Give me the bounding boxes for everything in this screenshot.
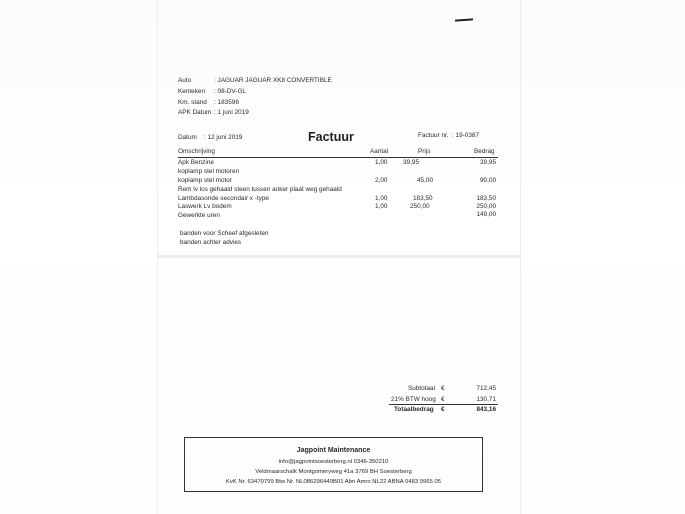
col-header-description: Omschrijving [178,148,215,155]
vehicle-value-kenteken: : 08-DV-GL [214,88,246,95]
col-header-quantity: Aantal [370,148,389,155]
vehicle-label-km: Km. stand [178,99,207,106]
col-header-amount: Bedrag [474,148,495,155]
row-amount: 90,00 [480,177,496,184]
total-currency: € [441,406,445,413]
row-description: Laswerk Lv bodem [178,203,232,210]
row-price: 39,95 [403,159,419,166]
totals-divider [389,404,498,405]
note-line: banden voor Scheef afgesleten [180,230,269,237]
row-price: 250,00 [410,203,430,210]
vat-currency: € [441,396,445,403]
subtotal-currency: € [441,385,445,392]
row-description: Lambdasonde secondair x -type [178,195,269,202]
row-amount: 250,00 [476,203,496,210]
company-contact: info@jagpointsoesterberg.nl 0346-350210 [278,459,389,465]
company-address: Veldmaarschalk Montgomeryweg 41a 3769 BH Soesterberg [255,469,412,475]
col-header-price: Prijs [418,148,431,155]
header-divider [178,157,498,158]
row-amount: 39,95 [480,159,496,166]
row-price: 45,00 [417,177,433,184]
row-description: koplamp stel motoren [178,168,240,175]
row-description: koplamp stel motor [178,177,232,184]
row-quantity: 1,00 [375,159,388,166]
row-amount: 149,00 [476,211,496,218]
vehicle-label-auto: Auto [178,77,192,84]
total-value: 843,16 [476,406,496,413]
company-registration: KvK Nr. 63470799 Btw Nr. NL086296449B01 Abn Amro NL22 ABNA 0483 9965 05 [225,479,442,485]
vat-value: 130,71 [476,396,496,403]
row-quantity: 1,00 [375,203,388,210]
invoice-number-value: : 19-0387 [452,132,480,139]
pen-mark [455,18,473,21]
row-quantity: 1,00 [375,195,388,202]
vehicle-value-apk: : 1 juni 2019 [214,109,249,116]
paper-fold [157,255,521,258]
subtotal-label: Subtotaal [408,385,436,392]
vehicle-label-kenteken: Kenteken [178,88,206,95]
row-quantity: 2,00 [375,177,388,184]
company-name: Jagpoint Maintenance [296,447,371,454]
date-value: : 12 juni 2019 [204,134,243,141]
vehicle-value-auto: : JAGUAR JAGUAR XK8 CONVERTIBLE [214,77,332,84]
invoice-number-label: Factuur nr. [418,132,449,139]
invoice-title: Factuur [308,130,354,144]
vat-label: 21% BTW hoog [391,396,436,403]
company-footer [184,437,483,492]
vehicle-value-km: : 183596 [214,99,239,106]
note-line: banden achter advies [180,239,242,246]
total-label: Totaalbedrag [394,406,434,413]
row-description: Rem lv los gehaald steen tussen anker plaat weg gehaald [178,186,342,193]
row-description: Gewerkte uren [178,212,220,219]
row-price: 183,50 [413,195,433,202]
vehicle-label-apk: APK Datum [178,109,212,116]
date-label: Datum [178,134,197,141]
row-amount: 183,50 [476,195,496,202]
row-description: Apk Benzine [178,159,214,166]
subtotal-value: 712,45 [476,385,496,392]
